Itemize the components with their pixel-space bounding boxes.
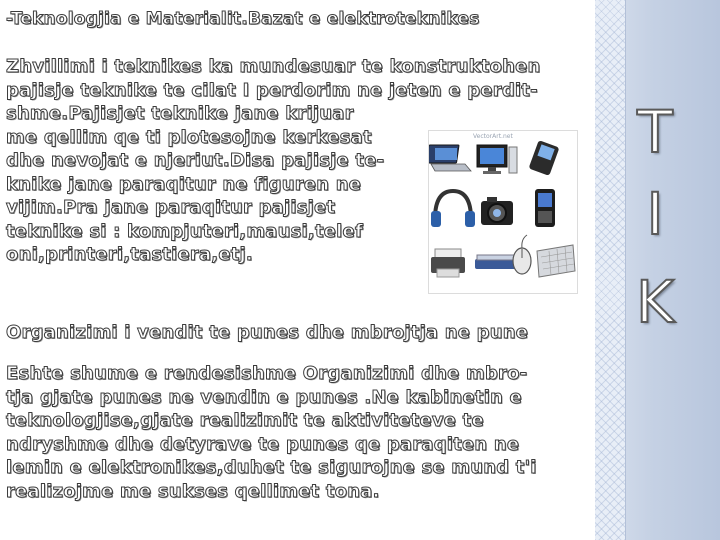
headphones-icon xyxy=(431,191,475,227)
text-line: knike jane paraqitur ne figuren ne xyxy=(6,173,362,195)
mobile-phone-icon xyxy=(529,140,560,176)
text-line: pajisje teknike te cilat I perdorim ne jeten e perdit- xyxy=(6,79,538,101)
text-line: teknike si : kompjuteri,mausi,telef xyxy=(6,220,363,242)
camera-icon xyxy=(481,197,513,225)
slide-title: -Teknologjia e Materialit.Bazat e elektroteknikes xyxy=(6,9,480,29)
text-line: tja gjate punes ne vendin e punes .Ne kabinetin e xyxy=(6,386,522,408)
text-line: Zhvillimi i teknikes ka mundesuar te konstruktohen xyxy=(6,56,541,77)
text-line: me qellim qe ti plotesojne kerkesat xyxy=(6,126,372,148)
printer-icon xyxy=(431,249,465,277)
devices-illustration xyxy=(429,131,577,293)
mouse-icon xyxy=(513,235,531,274)
keyboard-icon xyxy=(537,245,575,277)
desktop-computer-icon xyxy=(477,145,517,174)
workplace-paragraph xyxy=(6,362,537,503)
text-line: ndryshme dhe detyrave te punes qe paraqiten ne xyxy=(6,433,520,455)
text-line: oni,printeri,tastiera,etj. xyxy=(6,244,253,265)
text-line: dhe nevojat e njeriut.Disa pajisje te- xyxy=(6,150,385,171)
side-letter-k: K xyxy=(635,268,675,336)
text-line: realizojme me sukses qellimet tona. xyxy=(6,480,380,502)
devices-figure xyxy=(428,130,578,294)
figure-watermark: VectorArt.net xyxy=(473,133,513,140)
section-heading: Organizimi i vendit te punes dhe mbrojtja ne pune xyxy=(6,322,529,343)
text-line: lemin e elektronikes,duhet te sigurojne se mund t'i xyxy=(6,457,537,478)
scanner-icon xyxy=(475,255,519,269)
music-player-icon xyxy=(535,189,555,227)
side-pattern-strip xyxy=(595,0,626,540)
side-letter-i: I xyxy=(646,180,664,248)
text-line: Eshte shume e rendesishme Organizimi dhe mbro- xyxy=(6,363,528,384)
text-line: shme.Pajisjet teknike jane krijuar xyxy=(6,103,354,124)
text-line: teknologjise,gjate realizimit te aktiviteteve te xyxy=(6,410,484,431)
laptop-icon xyxy=(429,145,471,171)
text-line: vijim.Pra jane paraqitur pajisjet xyxy=(6,197,336,218)
side-letter-t: T xyxy=(637,98,673,166)
